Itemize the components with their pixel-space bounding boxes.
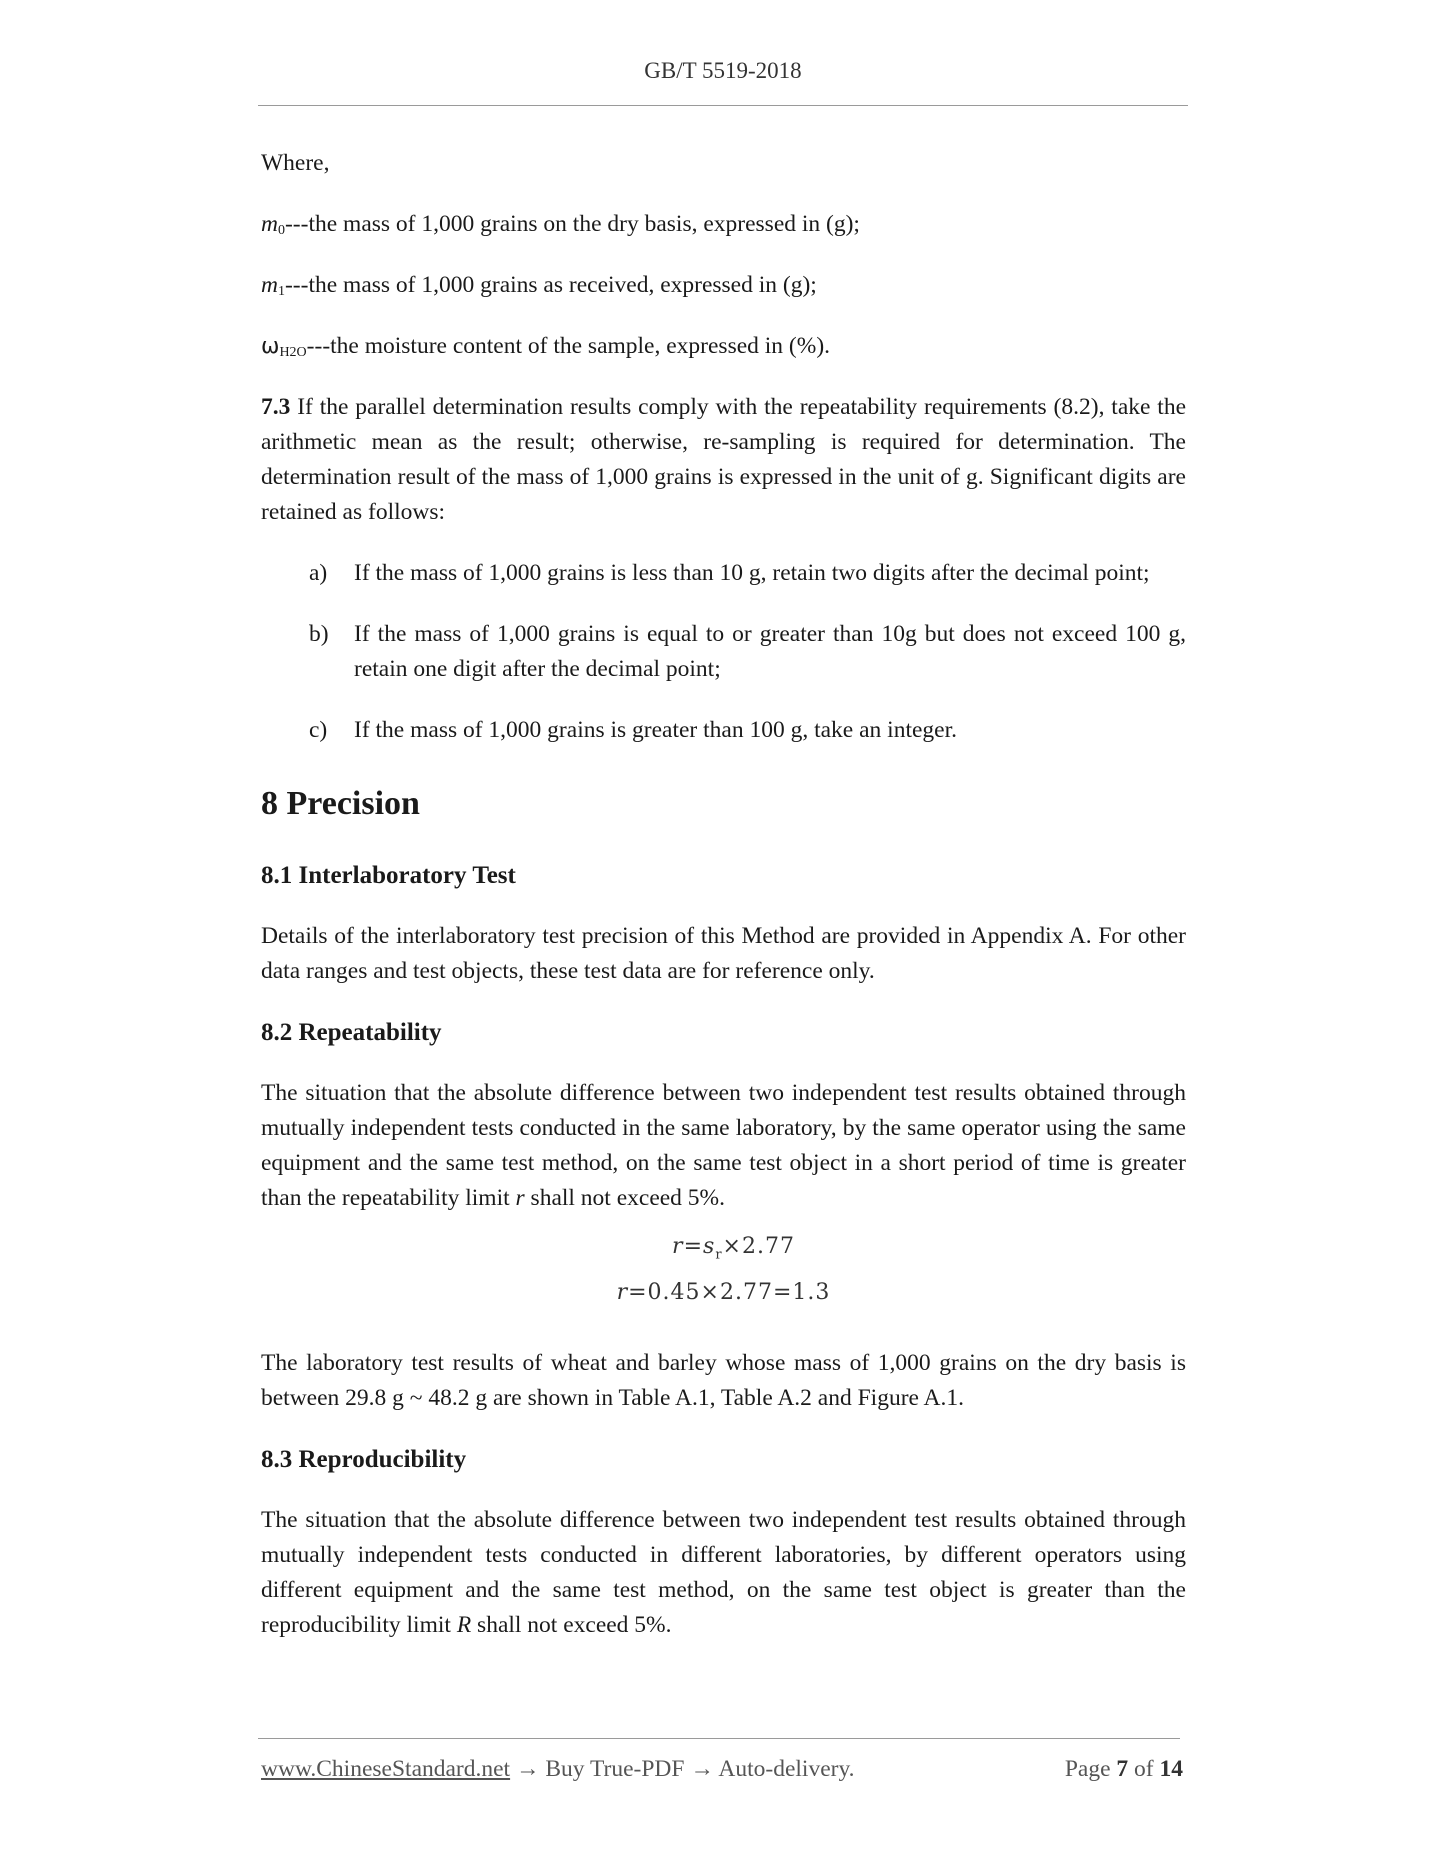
symbol-R: R <box>456 1612 472 1639</box>
symbol-omega: ω <box>261 334 280 359</box>
website-link[interactable]: www.ChineseStandard.net <box>261 1756 511 1782</box>
formula-eq: = <box>683 1234 704 1259</box>
list-marker: c) <box>309 717 328 743</box>
clause-number: 7.3 <box>261 394 291 420</box>
footer-divider <box>258 1738 1180 1739</box>
page-label: Page <box>1064 1756 1117 1782</box>
definition-text: ---the mass of 1,000 grains as received, expressed in (g); <box>284 272 817 298</box>
formula-subscript: r <box>715 1247 723 1263</box>
paragraph-text: The situation that the absolute difference between two independent test results obtained through mutually independent tests conducted in the same laboratory, by the same operator using the same equipment and the same test method, on the same test object in a short period of time is greater than the repeatability limit <box>261 1080 1186 1211</box>
list-item-b <box>261 617 1186 687</box>
list-item-c <box>261 713 1186 748</box>
subscript: 1 <box>277 284 285 299</box>
list-text: If the mass of 1,000 grains is less than 10 g, retain two digits after the decimal point; <box>354 560 1150 586</box>
document-body <box>261 146 1186 1643</box>
paragraph-text: The situation that the absolute difference between two independent test results obtained through mutually independent tests conducted in different laboratories, by different operators using different equipment and the same test method, on the same test object is greater than the reproducibility limit <box>261 1507 1186 1639</box>
definition-text: ---the moisture content of the sample, expressed in (%). <box>306 333 831 359</box>
formula-symbol: r <box>616 1280 629 1306</box>
subsection-heading-8-1: 8.1 Interlaboratory Test <box>261 862 516 889</box>
footer-promo-text: → Buy True-PDF → Auto-delivery. <box>510 1756 855 1782</box>
formula-symbol: r <box>672 1234 684 1259</box>
clause-7-3 <box>261 390 1186 530</box>
footer-promo <box>261 1756 855 1783</box>
total-pages: 14 <box>1159 1756 1183 1782</box>
definition-m1 <box>261 268 1186 303</box>
list-marker: a) <box>309 560 328 586</box>
symbol-m: m <box>261 211 278 237</box>
definition-text: ---the mass of 1,000 grains on the dry basis, expressed in (g); <box>284 211 860 237</box>
standard-number: GB/T 5519-2018 <box>644 58 802 83</box>
formula-symbol: s <box>703 1234 716 1259</box>
definition-omega <box>261 329 1186 364</box>
header-divider <box>258 105 1188 106</box>
paragraph-8-2 <box>261 1076 1186 1216</box>
list-text: If the mass of 1,000 grains is greater than 100 g, take an integer. <box>354 717 957 743</box>
page-footer <box>261 1756 1183 1783</box>
paragraph-8-2-results: The laboratory test results of wheat and barley whose mass of 1,000 grains on the dry basis is between 29.8 g ~ 48.2 g are shown in Table A.1, Table A.2 and Figure A.1. <box>261 1350 1186 1412</box>
list-text: If the mass of 1,000 grains is equal to or greater than 10g but does not exceed 100 g, retain one digit after the decimal point; <box>354 621 1186 682</box>
formula-calculation <box>261 1274 1186 1312</box>
subsection-heading-8-3: 8.3 Reproducibility <box>261 1446 467 1474</box>
of-label: of <box>1128 1756 1160 1782</box>
symbol-m: m <box>261 272 278 298</box>
paragraph-text: shall not exceed 5%. <box>524 1185 726 1211</box>
paragraph-text: shall not exceed 5%. <box>471 1612 672 1639</box>
symbol-r: r <box>515 1185 525 1211</box>
subsection-heading-8-2: 8.2 Repeatability <box>261 1019 442 1046</box>
section-heading-precision: 8 Precision <box>261 785 420 822</box>
formula-block <box>261 1228 1186 1312</box>
where-intro: Where, <box>261 150 330 176</box>
subscript: H2O <box>279 345 307 360</box>
formula-rest: ×2.77 <box>722 1234 795 1259</box>
page-header <box>258 58 1188 84</box>
clause-text: If the parallel determination results comply with the repeatability requirements (8.2), take the arithmetic mean as the result; otherwise, re-sampling is required for determination. The determination result of the mass of 1,000 grains is expressed in the unit of g. Significant digits are retained as follows: <box>261 394 1186 525</box>
current-page: 7 <box>1116 1756 1129 1782</box>
subscript: 0 <box>277 223 285 238</box>
paragraph-8-1: Details of the interlaboratory test precision of this Method are provided in Appendix A. For other data ranges and test objects, these test data are for reference only. <box>261 923 1186 984</box>
page-number <box>1065 1756 1183 1783</box>
definition-m0 <box>261 207 1186 242</box>
formula-repeatability <box>261 1228 1186 1274</box>
list-item-a <box>261 556 1186 591</box>
paragraph-8-3 <box>261 1503 1186 1643</box>
list-marker: b) <box>309 621 329 647</box>
formula-rest: =0.45×2.77=1.3 <box>628 1280 831 1306</box>
